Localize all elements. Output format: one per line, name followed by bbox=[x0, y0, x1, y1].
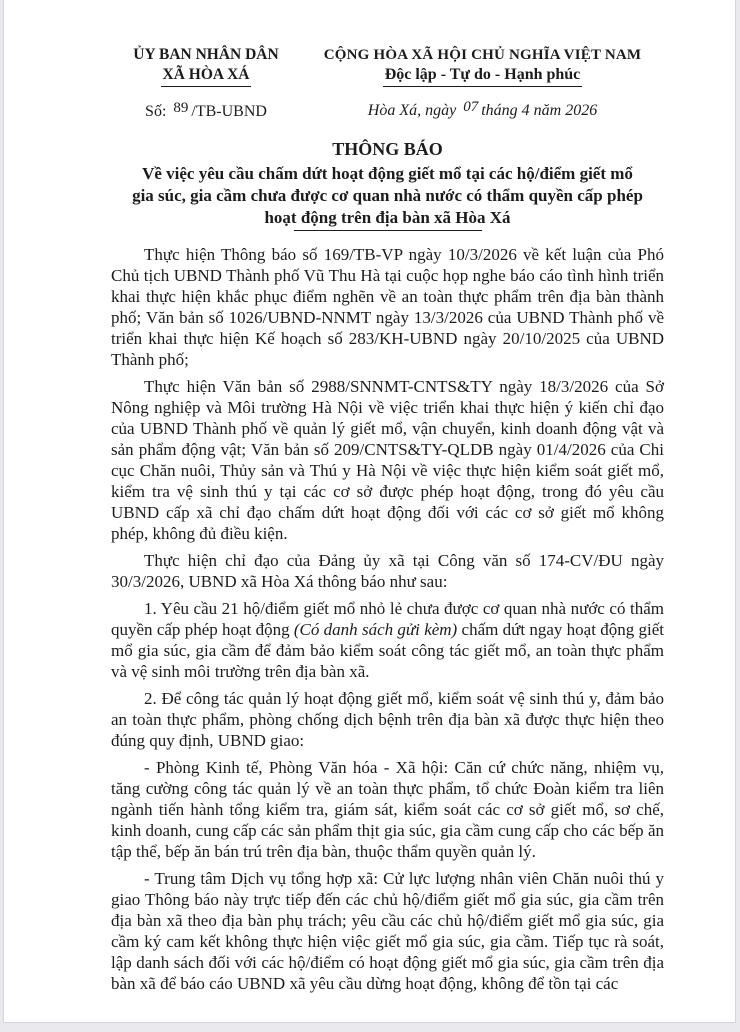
subject-underline-rule bbox=[294, 230, 482, 231]
body-paragraph bbox=[111, 868, 664, 994]
document-number-label: Số: bbox=[145, 103, 167, 120]
body-run: Thực hiện chỉ đạo của Đảng ủy xã tại Công văn số 174-CV/ĐU ngày 30/3/2026, UBND xã Hòa Xá thông báo như sau: bbox=[111, 551, 664, 591]
body-paragraph bbox=[111, 688, 664, 751]
body-run: chấm dứt ngay hoạt động giết mổ gia súc, gia cầm để đảm bảo kiểm soát công tác giết mổ, an toàn thực phẩm và vệ sinh môi trường trên địa bàn xã. bbox=[111, 620, 665, 681]
issuing-org-name: ỦY BAN NHÂN DÂN bbox=[133, 46, 279, 63]
document-number-suffix: /TB-UBND bbox=[191, 103, 267, 120]
document-page bbox=[3, 0, 736, 1023]
body-run: Thực hiện Thông báo số 169/TB-VP ngày 10/3/2026 về kết luận của Phó Chủ tịch UBND Thành phố Vũ Thu Hà tại cuộc họp nghe báo cáo tình hình triển khai thực hiện khắc phục điểm nghẽn về an toàn thực phẩm trên địa bàn thành phố; Văn bản số 1026/UBND-NNMT ngày 13/3/2026 của UBND Thành phố về triển khai thực hiện Kế hoạch số 283/KH-UBND ngày 20/10/2025 của UBND Thành phố; bbox=[111, 245, 664, 369]
document-number-value: 89 bbox=[173, 100, 189, 116]
body-run-italic: (Có danh sách gửi kèm) bbox=[293, 620, 458, 639]
issuing-org-commune-text: XÃ HÒA XÁ bbox=[161, 65, 252, 87]
body-run: 2. Để công tác quản lý hoạt động giết mổ, kiểm soát vệ sinh thú y, đảm bảo an toàn thực phẩm, phòng chống dịch bệnh trên địa bàn xã được thực hiện theo đúng quy định, UBND giao: bbox=[111, 689, 664, 750]
title-block bbox=[111, 137, 664, 231]
national-title: CỘNG HÒA XÃ HỘI CHỦ NGHĨA VIỆT NAM bbox=[323, 47, 642, 63]
subject-line: hoạt động trên địa bàn xã Hòa Xá bbox=[264, 208, 511, 227]
body-run: Thực hiện Văn bản số 2988/SNNMT-CNTS&TY ngày 18/3/2026 của Sở Nông nghiệp và Môi trường Hà Nội về việc triển khai thực hiện ý kiến chỉ đạo của UBND Thành phố về quản lý giết mổ, vận chuyển, kinh doanh động vật và sản phẩm động vật; Văn bản số 209/CNTS&TY-QLDB ngày 01/4/2026 của Chi cục Chăn nuôi, Thủy sản và Thú y Hà Nội về việc thực hiện kiểm soát giết mổ, kiểm tra vệ sinh thú y tại các cơ sở được phép hoạt động, trong đó yêu cầu UBND cấp xã chỉ đạo chấm dứt hoạt động đối với các cơ sở giết mổ không phép, không đủ điều kiện. bbox=[111, 377, 664, 543]
body-run: 1. Yêu cầu 21 hộ/điểm giết mổ nhỏ lẻ chưa được cơ quan nhà nước có thẩm quyền cấp phép hoạt động bbox=[111, 599, 664, 639]
document-subject bbox=[111, 163, 664, 231]
body-paragraph bbox=[111, 244, 664, 370]
body-run: - Phòng Kinh tế, Phòng Văn hóa - Xã hội: Căn cứ chức năng, nhiệm vụ, tăng cường công tác quản lý về an toàn thực phẩm, tổ chức Đoàn kiểm tra liên ngành tiến hành tổng kiểm tra, giám sát, kiểm soát các cơ sở giết mổ, sơ chế, kinh doanh, cung cấp các sản phẩm thịt gia súc, gia cầm cung cấp cho các bếp ăn tập thể, bếp ăn bán trú trên địa bàn, thuộc thẩm quyền quản lý. bbox=[111, 758, 664, 861]
document-header bbox=[111, 45, 664, 123]
subject-line: gia súc, gia cầm chưa được cơ quan nhà nước có thẩm quyền cấp phép bbox=[132, 186, 643, 205]
header-issuer-block bbox=[111, 45, 301, 123]
header-national-block bbox=[301, 45, 664, 123]
document-number bbox=[111, 101, 301, 123]
body-paragraph bbox=[111, 598, 664, 682]
issuing-org-commune bbox=[111, 65, 301, 87]
body-paragraph bbox=[111, 757, 664, 862]
document-type-title: THÔNG BÁO bbox=[332, 139, 443, 159]
national-motto bbox=[301, 65, 664, 87]
body-run: - Trung tâm Dịch vụ tổng hợp xã: Cử lực lượng nhân viên Chăn nuôi thú y giao Thông báo này trực tiếp đến các chủ hộ/điểm giết mổ gia súc, gia cầm trên địa bàn xã theo địa bàn phụ trách; yêu cầu các chủ hộ/điểm giết mổ gia súc, gia cầm ký cam kết không thực hiện việc giết mổ gia súc, gia cầm. Tiếp tục rà soát, lập danh sách đối với các hộ/điểm có hoạt động giết mổ gia súc, gia cầm trên địa bàn xã để báo cáo UBND xã yêu cầu dừng hoạt động, không để tồn tại các bbox=[111, 869, 664, 993]
date-day-value: 07 bbox=[463, 99, 479, 115]
national-motto-text: Độc lập - Tự do - Hạnh phúc bbox=[383, 65, 583, 87]
document-body bbox=[111, 244, 664, 994]
date-suffix: tháng 4 năm 2026 bbox=[481, 102, 598, 119]
subject-line: Về việc yêu cầu chấm dứt hoạt động giết mổ tại các hộ/điểm giết mổ bbox=[142, 164, 633, 183]
body-paragraph bbox=[111, 550, 664, 592]
date-prefix: Hòa Xá, ngày bbox=[367, 102, 457, 119]
body-paragraph bbox=[111, 376, 664, 544]
place-date-line bbox=[301, 100, 664, 122]
